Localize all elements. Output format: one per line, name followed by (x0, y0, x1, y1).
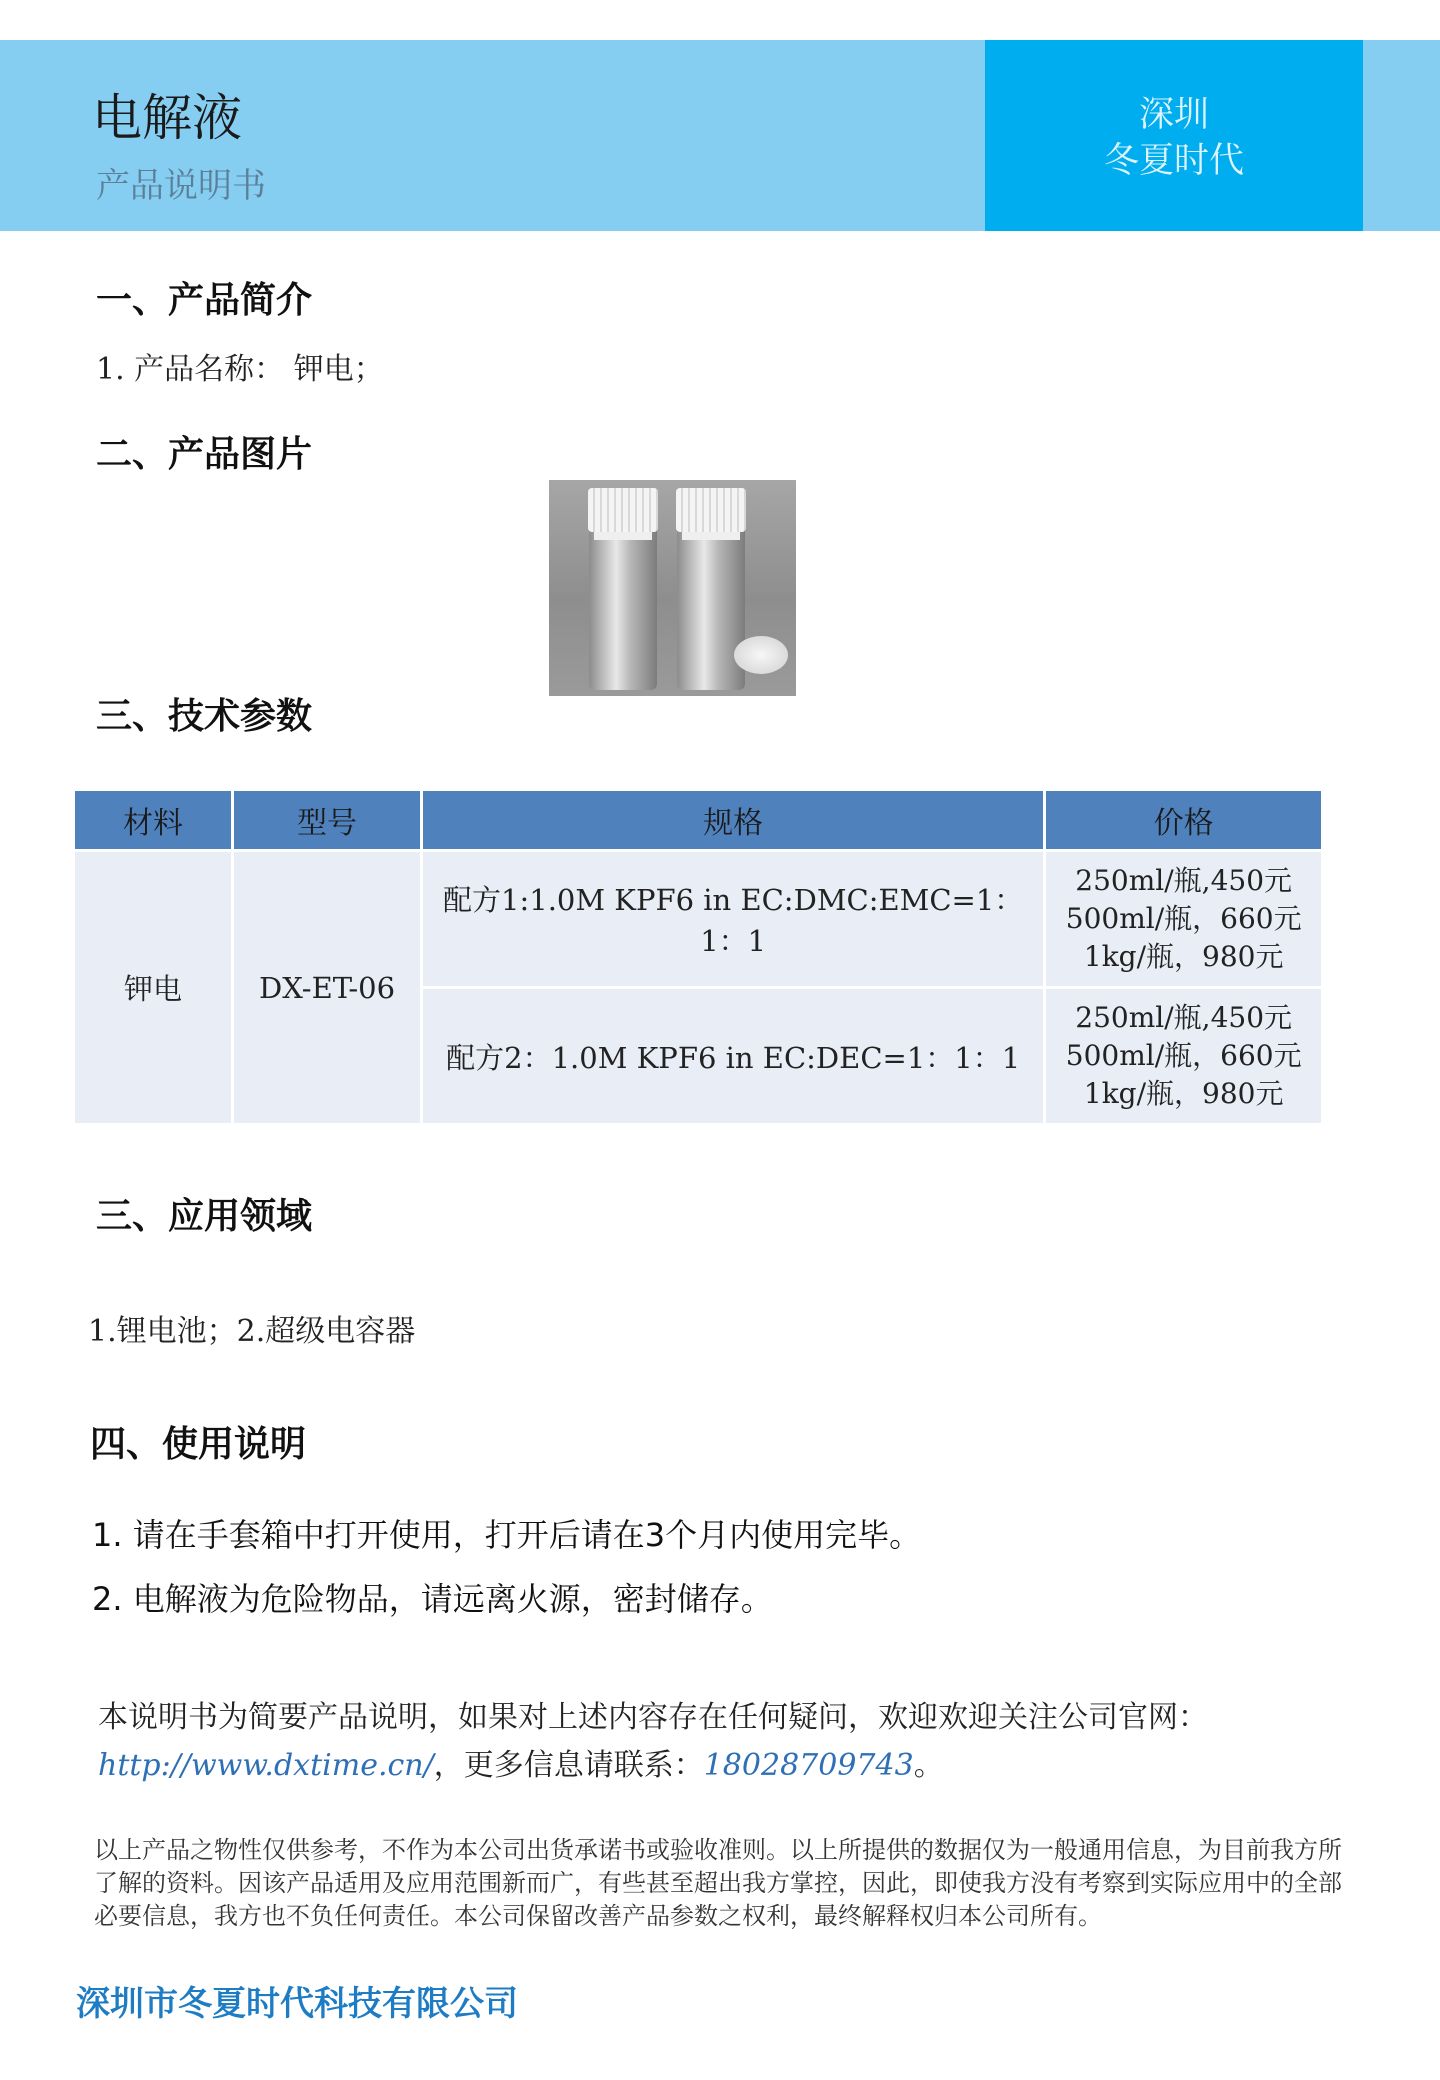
page-title: 电解液 (92, 89, 242, 147)
header-banner (0, 40, 1440, 231)
price-line: 250ml/瓶,450元 (1075, 864, 1293, 897)
price-line: 250ml/瓶,450元 (1075, 1001, 1293, 1034)
product-photo (549, 480, 796, 696)
price-cell (1046, 852, 1321, 986)
header-model: 型号 (234, 791, 420, 849)
phone-number[interactable]: 18028709743 (703, 1748, 914, 1783)
end-mark: 。 (913, 1748, 944, 1783)
material-cell: 钾电 (75, 852, 231, 1123)
header-material: 材料 (75, 791, 231, 849)
contact-text: ，更多信息请联系： (433, 1748, 704, 1783)
params-heading: 三、技术参数 (96, 695, 313, 737)
spec-table (72, 788, 1324, 1126)
price-line: 1kg/瓶，980元 (1083, 1077, 1284, 1110)
note-text: 本说明书为简要产品说明，如果对上述内容存在任何疑问，欢迎欢迎关注公司官网： (98, 1700, 1208, 1735)
brand-line2: 冬夏时代 (1103, 141, 1244, 181)
loose-cap (734, 636, 788, 674)
price-line: 1kg/瓶，980元 (1083, 940, 1284, 973)
spec-cell: 配方2：1.0M KPF6 in EC:DEC=1：1：1 (423, 989, 1043, 1123)
cap-right (676, 488, 746, 532)
model-cell: DX-ET-06 (234, 852, 420, 1123)
website-link[interactable]: http://www.dxtime.cn/ (98, 1748, 434, 1783)
price-line: 500ml/瓶，660元 (1065, 1039, 1302, 1072)
cap-left (588, 488, 658, 532)
picture-heading: 二、产品图片 (96, 433, 313, 475)
brand-line1: 深圳 (1138, 95, 1209, 135)
brand-box (985, 40, 1363, 231)
company-name: 深圳市冬夏时代科技有限公司 (76, 1984, 518, 2024)
usage-item: 1. 请在手套箱中打开使用，打开后请在3个月内使用完毕。 (92, 1516, 922, 1554)
intro-text: 1. 产品名称： 钾电； (96, 352, 384, 387)
note-paragraph (98, 1694, 1368, 1790)
intro-heading: 一、产品简介 (96, 279, 313, 321)
header-spec: 规格 (423, 791, 1043, 849)
usage-heading: 四、使用说明 (90, 1423, 307, 1465)
table-row (75, 852, 1321, 986)
application-text: 1.锂电池；2.超级电容器 (88, 1314, 416, 1349)
table-header-row (75, 791, 1321, 849)
page-subtitle: 产品说明书 (96, 166, 266, 206)
application-heading: 三、应用领域 (96, 1195, 313, 1237)
header-price: 价格 (1046, 791, 1321, 849)
spec-cell: 配方1:1.0M KPF6 in EC:DMC:EMC=1：1：1 (423, 852, 1043, 986)
disclaimer: 以上产品之物性仅供参考，不作为本公司出货承诺书或验收准则。以上所提供的数据仅为一般通用信息，为目前我方所了解的资料。因该产品适用及应用范围新而广，有些甚至超出我方掌控，因此，即使我方没有考察到实际应用中的全部必要信息，我方也不负任何责任。本公司保留改善产品参数之权利，最终解释权归本公司所有。 (94, 1836, 1342, 1930)
price-cell (1046, 989, 1321, 1123)
bottle-right (677, 520, 745, 690)
usage-item: 2. 电解液为危险物品，请远离火源，密封储存。 (92, 1580, 773, 1618)
price-line: 500ml/瓶，660元 (1065, 902, 1302, 935)
bottle-left (589, 520, 657, 690)
